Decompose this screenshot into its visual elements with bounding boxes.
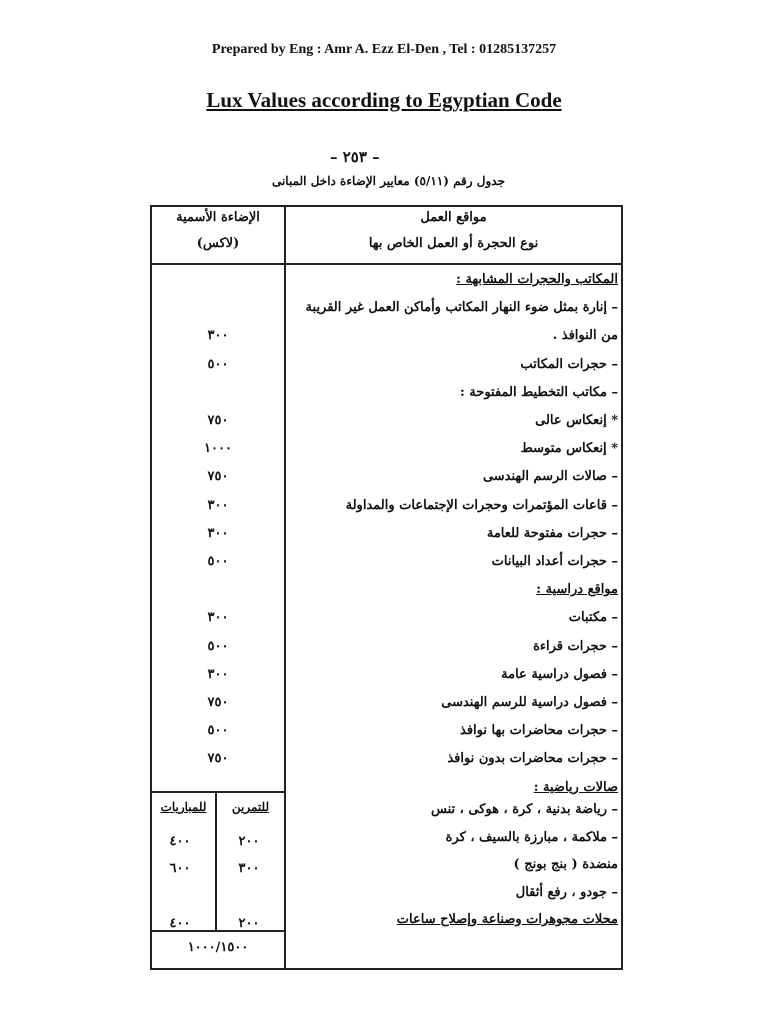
matches-header: للمباريات [160, 800, 207, 814]
page-number: – ٢٥٣ – [330, 148, 380, 166]
table-caption: جدول رقم (٥/١١) معايير الإضاءة داخل المبانى [271, 174, 505, 188]
row-lux-value: ٧٥٠ [207, 695, 229, 710]
footer-value: ١٠٠٠/١٥٠٠ [187, 940, 249, 955]
row-label: – حجرات المكاتب [520, 356, 618, 372]
header-divider [150, 263, 623, 265]
row-label: – مكتبات [568, 610, 618, 626]
row-label: – فصول دراسية عامة [501, 666, 618, 682]
row-lux-value: ١٠٠٠ [204, 441, 232, 457]
row-label: – حجرات محاضرات بها نوافذ [460, 723, 618, 739]
row-lux-value: ٥٠٠ [207, 356, 229, 372]
row-label: صالات رياضية : [533, 779, 618, 795]
matches-value: ٤٠٠ [169, 833, 191, 849]
training-value: ٢٠٠ [238, 916, 260, 931]
row-label: المكاتب والحجرات المشابهة : [456, 272, 618, 287]
column-divider [284, 205, 286, 791]
row-label: – قاعات المؤتمرات وحجرات الإجتماعات والمداولة [345, 497, 618, 513]
prepared-by-line: Prepared by Eng : Amr A. Ezz El-Den , Tel : 01285137257 [211, 42, 557, 57]
matches-value: ٦٠٠ [169, 861, 191, 876]
row-label: – صالات الرسم الهندسى [482, 469, 618, 485]
row-lux-value: ٣٠٠ [207, 497, 229, 513]
row-label: مواقع دراسية : [536, 582, 618, 598]
row-label: من النوافذ . [552, 328, 618, 344]
sport-row-label: – رياضة بدنية ، كرة ، هوكى ، تنس [431, 802, 618, 817]
training-value: ٣٠٠ [238, 861, 260, 876]
sport-header-top [150, 791, 285, 793]
row-lux-value: ٣٠٠ [207, 525, 229, 541]
row-lux-value: ٧٥٠ [207, 469, 229, 485]
location-header-line1: مواقع العمل [420, 210, 487, 225]
page-title: Lux Values according to Egyptian Code [206, 88, 562, 112]
row-lux-value: ٥٠٠ [207, 638, 229, 654]
row-lux-value: ٥٠٠ [207, 723, 229, 739]
row-label: – حجرات أعداد البيانات [491, 554, 618, 569]
sport-row-label: منضدة ( بنج بونج ) [513, 857, 618, 872]
value-header-line1: الإضاءة الأسمية [176, 210, 260, 225]
matches-value: ٤٠٠ [169, 916, 191, 931]
row-lux-value: ٧٥٠ [207, 751, 229, 767]
column-divider-lower [284, 791, 286, 970]
row-lux-value: ٣٠٠ [207, 666, 229, 682]
row-lux-value: ٧٥٠ [207, 413, 229, 428]
row-label: – حجرات محاضرات بدون نوافذ [447, 751, 618, 767]
location-header-line2: نوع الحجرة أو العمل الخاص بها [368, 236, 539, 251]
sport-row-label: – جودو ، رفع أثقال [515, 884, 618, 900]
row-label: – حجرات مفتوحة للعامة [486, 525, 618, 541]
row-label: * إنعكاس متوسط [520, 441, 618, 457]
sport-row-label: – ملاكمة ، مبارزة بالسيف ، كرة [445, 829, 618, 845]
value-header-line2: (لاكس) [196, 236, 240, 251]
sport-row-label: محلات مجوهرات وصناعة وإصلاح ساعات [396, 912, 618, 927]
training-value: ٢٠٠ [238, 833, 260, 849]
row-lux-value: ٣٠٠ [207, 610, 229, 626]
row-label: – مكاتب التخطيط المفتوحة : [459, 384, 618, 400]
row-lux-value: ٥٠٠ [207, 554, 229, 569]
row-label: – فصول دراسية للرسم الهندسى [441, 695, 618, 710]
training-header: للتمرين [231, 800, 270, 814]
row-lux-value: ٣٠٠ [207, 328, 229, 344]
row-label: * إنعكاس عالى [535, 413, 618, 428]
row-label: – حجرات قراءة [533, 638, 618, 654]
row-label: – إنارة بمثل ضوء النهار المكاتب وأماكن العمل غير القريبة [305, 300, 618, 316]
